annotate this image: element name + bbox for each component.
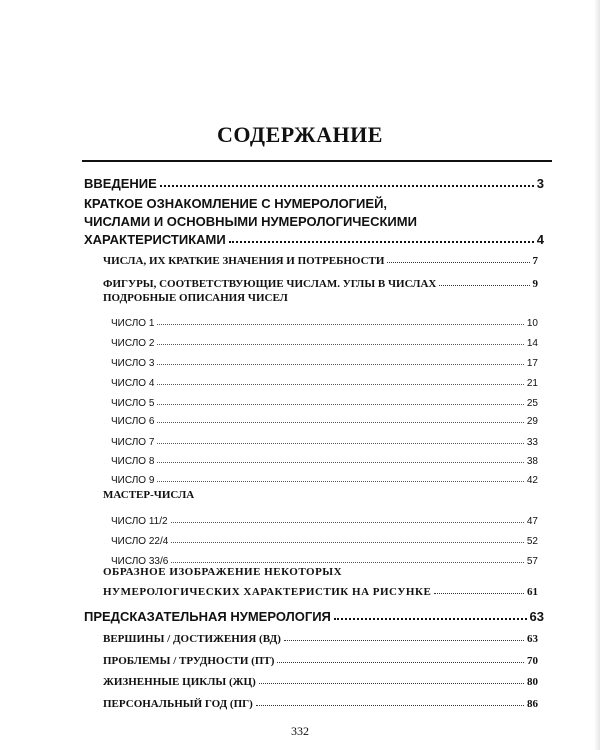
toc-entry-page: 47 [526, 516, 538, 527]
toc-entry-label: ВВЕДЕНИЕ [84, 176, 157, 191]
leader-dots [256, 705, 524, 706]
toc-entry-figurative [0, 578, 600, 598]
page-number: 332 [291, 724, 309, 738]
toc-entry-page: 57 [526, 556, 538, 567]
toc-entry-label: ЧИСЛО 3 [111, 358, 155, 369]
toc-entry-label: ХАРАКТЕРИСТИКАМИ [84, 232, 226, 247]
toc-entry-label: ЧИСЛО 9 [111, 475, 155, 486]
toc-entry-label: ЧИСЛО 1 [111, 318, 155, 329]
toc-entry-label: ЧИСЛО 11/2 [111, 516, 168, 527]
toc-entry-page: 4 [536, 232, 544, 247]
toc-entry-part2 [0, 604, 600, 624]
toc-entry-page: 80 [527, 676, 538, 688]
toc-entry-label: ФИГУРЫ, СООТВЕТСТВУЮЩИЕ ЧИСЛАМ. УГЛЫ В ЧИСЛАХ [103, 278, 437, 290]
leader-dots [434, 593, 524, 594]
leader-dots [157, 481, 523, 482]
toc-entry-master-number [0, 547, 600, 567]
toc-entry-page: 61 [527, 586, 538, 598]
toc-entry-page: 52 [526, 536, 538, 547]
toc-entry-page: 33 [526, 437, 538, 448]
toc-entry-number [0, 428, 600, 448]
leader-dots [277, 662, 524, 663]
toc-entry-number [0, 329, 600, 349]
leader-dots [387, 262, 529, 263]
toc-entry-number [0, 407, 600, 427]
toc-entry-page: 14 [526, 338, 538, 349]
leader-dots [171, 562, 524, 563]
toc-entry-label: НУМЕРОЛОГИЧЕСКИХ ХАРАКТЕРИСТИК НА РИСУНКЕ [103, 586, 432, 598]
toc-entry-label: ПРЕДСКАЗАТЕЛЬНАЯ НУМЕРОЛОГИЯ [84, 609, 331, 624]
leader-dots [259, 683, 524, 684]
leader-dots [157, 422, 523, 423]
leader-dots [171, 522, 524, 523]
leader-dots [157, 384, 523, 385]
toc-entry-page: 38 [526, 456, 538, 467]
toc-entry-page: 86 [527, 698, 538, 710]
toc-entry-page: 9 [532, 278, 538, 290]
leader-dots [160, 185, 534, 187]
toc-entry-label: ВЕРШИНЫ / ДОСТИЖЕНИЯ (ВД) [103, 633, 281, 645]
leader-dots [157, 324, 523, 325]
toc-entry-label: ЧИСЛО 33/6 [111, 556, 169, 567]
toc-entry-page: 25 [526, 398, 538, 409]
leader-dots [157, 462, 523, 463]
toc-entry-page: 17 [526, 358, 538, 369]
page-title: СОДЕРЖАНИЕ [217, 122, 383, 147]
toc-entry-page: 3 [536, 176, 544, 191]
leader-dots [157, 404, 523, 405]
leader-dots [439, 285, 529, 286]
toc-entry-page: 42 [526, 475, 538, 486]
toc-figurative-line1: ОБРАЗНОЕ ИЗОБРАЖЕНИЕ НЕКОТОРЫХ [103, 566, 343, 578]
toc-entry-label: ЧИСЛО 2 [111, 338, 155, 349]
toc-entry-number [0, 466, 600, 486]
toc-entry-label: ЧИСЛО 8 [111, 456, 155, 467]
toc-entry-part1 [0, 227, 600, 247]
toc-entry-label: ЧИСЛО 6 [111, 416, 155, 427]
toc-part1-line2: ЧИСЛАМИ И ОСНОВНЫМИ НУМЕРОЛОГИЧЕСКИМИ [84, 214, 417, 229]
toc-entry-page: 29 [526, 416, 538, 427]
toc-entry-master-number [0, 527, 600, 547]
toc-entry-number [0, 309, 600, 329]
toc-entry-part2-item [0, 647, 600, 667]
leader-dots [157, 344, 523, 345]
toc-entry-numbers-meaning [0, 247, 600, 267]
toc-entry-label: ЧИСЛО 5 [111, 398, 155, 409]
toc-entry-number [0, 369, 600, 389]
leader-dots [171, 542, 524, 543]
toc-entry-label: ЧИСЛО 4 [111, 378, 155, 389]
toc-entry-label: ЧИСЛА, ИХ КРАТКИЕ ЗНАЧЕНИЯ И ПОТРЕБНОСТИ [103, 255, 385, 267]
toc-entry-page: 63 [529, 609, 544, 624]
toc-entry-part2-item [0, 668, 600, 688]
toc-entry-intro [0, 171, 600, 191]
toc-entry-page: 7 [532, 255, 538, 267]
toc-entry-page: 21 [526, 378, 538, 389]
toc-heading-master: МАСТЕР-ЧИСЛА [103, 489, 195, 501]
toc-entry-part2-item [0, 625, 600, 645]
toc-entry-page: 63 [527, 633, 538, 645]
toc-entry-number [0, 349, 600, 369]
leader-dots [229, 241, 534, 243]
toc-entry-part2-item [0, 690, 600, 710]
toc-entry-page: 70 [527, 655, 538, 667]
leader-dots [157, 364, 523, 365]
toc-entry-label: ЧИСЛО 7 [111, 437, 155, 448]
leader-dots [284, 640, 524, 641]
toc-entry-number [0, 447, 600, 467]
toc-entry-label: ПРОБЛЕМЫ / ТРУДНОСТИ (ПТ) [103, 655, 275, 667]
leader-dots [334, 618, 527, 620]
leader-dots [157, 443, 523, 444]
top-rule [82, 160, 552, 162]
toc-part1-line1: КРАТКОЕ ОЗНАКОМЛЕНИЕ С НУМЕРОЛОГИЕЙ, [84, 196, 388, 211]
toc-entry-label: ЧИСЛО 22/4 [111, 536, 169, 547]
toc-entry-figures [0, 270, 600, 290]
toc-entry-label: ПЕРСОНАЛЬНЫЙ ГОД (ПГ) [103, 698, 253, 710]
toc-entry-label: ЖИЗНЕННЫЕ ЦИКЛЫ (ЖЦ) [103, 676, 256, 688]
toc-heading-detailed: ПОДРОБНЫЕ ОПИСАНИЯ ЧИСЕЛ [103, 292, 288, 304]
toc-entry-master-number [0, 507, 600, 527]
toc-entry-page: 10 [526, 318, 538, 329]
toc-entry-number [0, 389, 600, 409]
